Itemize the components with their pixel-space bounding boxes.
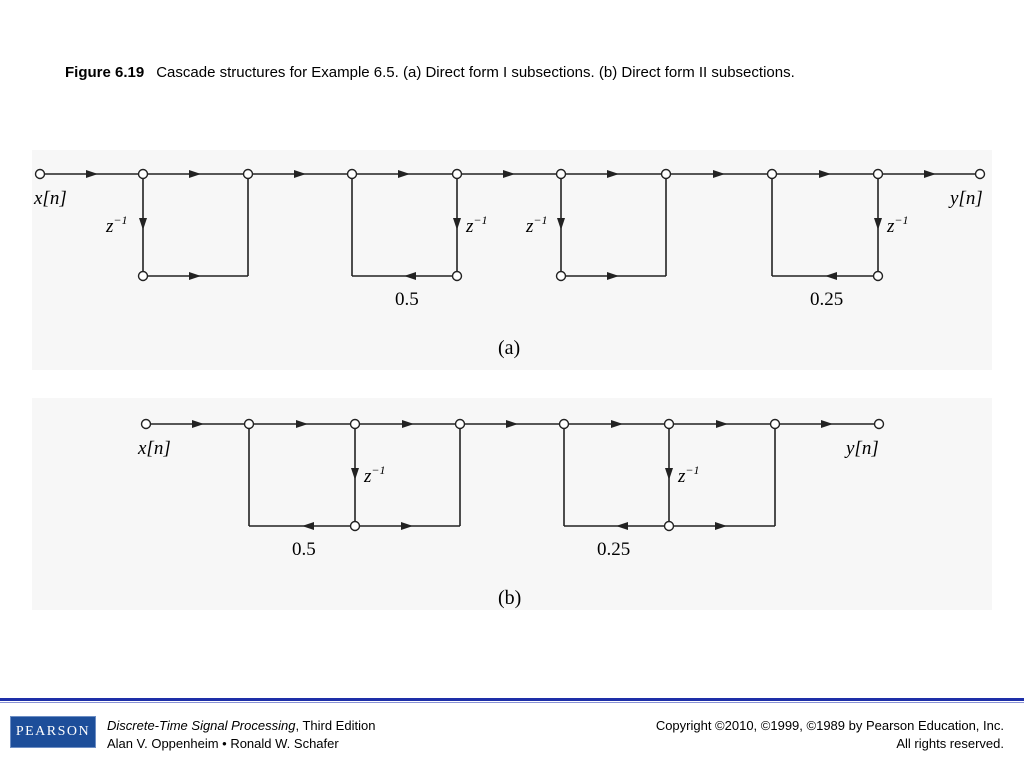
footer-rule — [0, 698, 1024, 701]
b-node — [351, 420, 360, 429]
b-node — [665, 420, 674, 429]
pearson-logo: PEARSON — [10, 716, 96, 748]
b-input-node — [142, 420, 151, 429]
b-node — [351, 522, 360, 531]
b-output-node — [875, 420, 884, 429]
b-arrow-3 — [402, 420, 414, 428]
book-authors: Alan V. Oppenheim • Ronald W. Schafer — [107, 736, 339, 751]
b-coefficient-2: 0.25 — [597, 539, 631, 560]
b-input-label: x[n] — [138, 438, 171, 459]
a-delay-label-4: $z^{-1}$ — [887, 213, 909, 237]
b-delay-arrow-2 — [665, 468, 673, 480]
b-bottom-arrow-4 — [715, 522, 727, 530]
a-delay-label-3: $z^{-1}$ — [526, 213, 548, 237]
b-bottom-arrow-3 — [616, 522, 628, 530]
b-output-label: y[n] — [846, 438, 879, 459]
b-delay-label-2: $z^{-1}$ — [678, 463, 700, 487]
copyright-text: Copyright ©2010, ©1999, ©1989 by Pearson Education, Inc. — [655, 718, 1004, 733]
b-bottom-arrow-2 — [401, 522, 413, 530]
a-coefficient-2: 0.25 — [810, 289, 844, 310]
book-title-line — [107, 717, 375, 735]
b-arrow-2 — [296, 420, 308, 428]
a-input-label: x[n] — [34, 188, 67, 209]
book-title: Discrete-Time Signal Processing — [107, 718, 296, 733]
b-arrow-1 — [192, 420, 204, 428]
footer-rule-secondary — [0, 702, 1024, 703]
footer-book-info — [107, 717, 375, 753]
b-node — [560, 420, 569, 429]
b-delay-arrow-1 — [351, 468, 359, 480]
b-delay-label-1: $z^{-1}$ — [364, 463, 386, 487]
a-output-label: y[n] — [950, 188, 983, 209]
b-arrow-5 — [611, 420, 623, 428]
figure-number: Figure 6.19 — [65, 64, 145, 81]
a-coefficient-1: 0.5 — [395, 289, 419, 310]
b-arrow-7 — [821, 420, 833, 428]
book-edition: , Third Edition — [295, 718, 376, 733]
footer-copyright — [656, 717, 1004, 753]
b-sublabel: (b) — [498, 587, 522, 609]
b-node — [456, 420, 465, 429]
b-arrow-4 — [506, 420, 518, 428]
b-coefficient-1: 0.5 — [292, 539, 316, 560]
caption-text: Cascade structures for Example 6.5. (a) Direct form I subsections. (b) Direct form II subsections. — [156, 64, 795, 81]
b-node — [771, 420, 780, 429]
a-delay-label-2: $z^{-1}$ — [466, 213, 488, 237]
b-arrow-6 — [716, 420, 728, 428]
a-delay-label-1: $z^{-1}$ — [106, 213, 128, 237]
rights-text: All rights reserved. — [896, 736, 1004, 751]
b-bottom-arrow-1 — [302, 522, 314, 530]
b-node — [665, 522, 674, 531]
a-sublabel: (a) — [498, 337, 521, 359]
b-node — [245, 420, 254, 429]
